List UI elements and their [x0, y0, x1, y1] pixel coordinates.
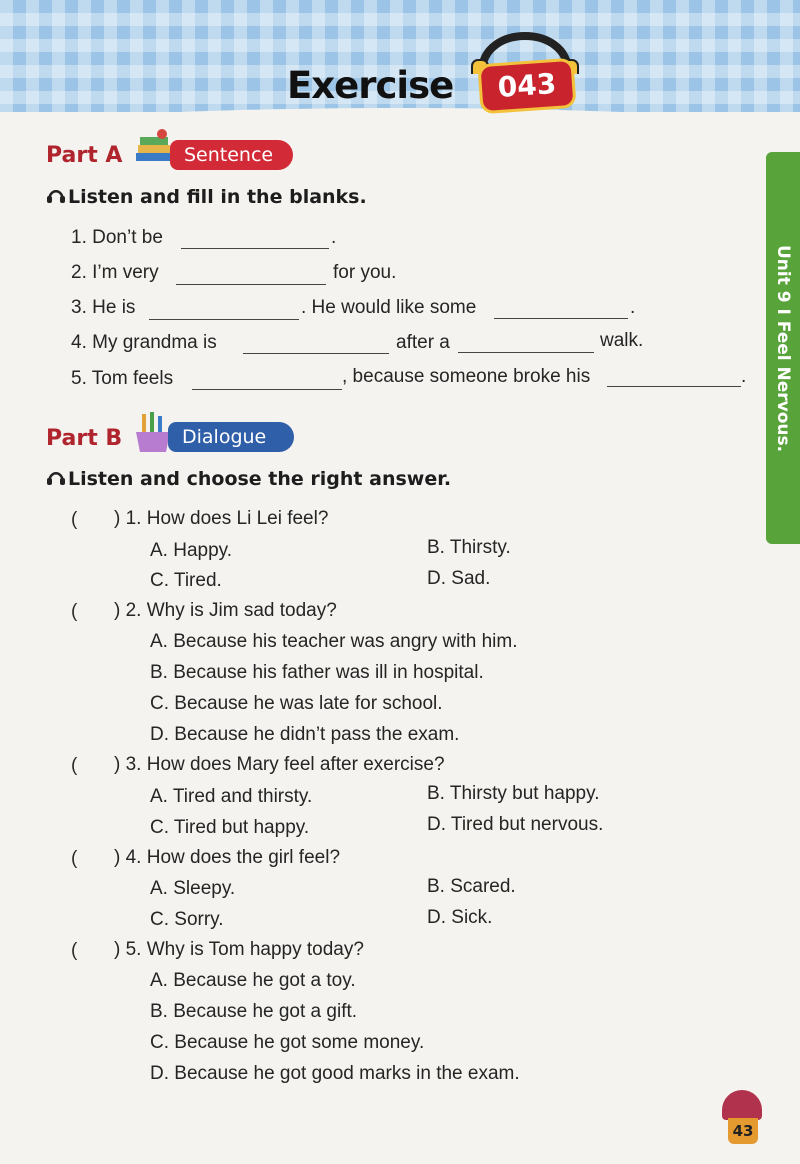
item-text: after a: [396, 332, 450, 353]
part-a-item-5: 5. Tom feels: [71, 368, 174, 389]
answer-paren[interactable]: (: [71, 940, 78, 961]
option[interactable]: C. Because he was late for school.: [150, 693, 443, 714]
option[interactable]: C. Tired but happy.: [150, 817, 310, 838]
blank-field[interactable]: [607, 386, 741, 387]
unit-tab-label: Unit 9 I Feel Nervous.: [773, 245, 793, 453]
instruction-text: Listen and fill in the blanks.: [68, 186, 367, 208]
option[interactable]: B. Because his father was ill in hospital.: [150, 662, 484, 683]
option[interactable]: D. Tired but nervous.: [427, 814, 604, 835]
item-punct: .: [741, 366, 747, 387]
answer-paren[interactable]: (: [71, 848, 78, 869]
part-a-item-3: 3. He is: [71, 297, 136, 318]
question-1: ) 1. How does Li Lei feel?: [114, 508, 329, 529]
option[interactable]: B. Thirsty.: [427, 537, 511, 558]
option[interactable]: D. Sick.: [427, 907, 493, 928]
blank-field[interactable]: [458, 352, 594, 353]
option[interactable]: A. Tired and thirsty.: [150, 786, 313, 807]
instruction-text: Listen and choose the right answer.: [68, 468, 452, 490]
headphones-icon: [46, 467, 68, 490]
question-3: ) 3. How does Mary feel after exercise?: [114, 754, 445, 775]
answer-paren[interactable]: (: [71, 601, 78, 622]
blank-field[interactable]: [494, 318, 628, 319]
option[interactable]: A. Because he got a toy.: [150, 970, 356, 991]
answer-paren[interactable]: (: [71, 755, 78, 776]
option[interactable]: D. Because he got good marks in the exam.: [150, 1063, 520, 1084]
blank-field[interactable]: [192, 389, 342, 390]
part-a-label: Part A: [46, 143, 123, 168]
page-edge: [0, 108, 800, 148]
answer-paren[interactable]: (: [71, 509, 78, 530]
part-a-item-4: 4. My grandma is: [71, 332, 217, 353]
exercise-number: 043: [481, 61, 574, 111]
question-4: ) 4. How does the girl feel?: [114, 847, 341, 868]
option[interactable]: B. Scared.: [427, 876, 516, 897]
option[interactable]: C. Tired.: [150, 570, 222, 591]
part-a-item-2: 2. I’m very: [71, 262, 159, 283]
option[interactable]: A. Sleepy.: [150, 878, 236, 899]
question-2: ) 2. Why is Jim sad today?: [114, 600, 337, 621]
part-a-item-1: 1. Don’t be: [71, 227, 163, 248]
option[interactable]: C. Because he got some money.: [150, 1032, 425, 1053]
option[interactable]: B. Because he got a gift.: [150, 1001, 358, 1022]
item-text: . He would like some: [301, 297, 477, 318]
option[interactable]: D. Sad.: [427, 568, 491, 589]
item-punct: .: [630, 297, 636, 318]
part-b-tag: Dialogue: [168, 422, 294, 452]
blank-field[interactable]: [181, 248, 329, 249]
item-punct: .: [331, 227, 337, 248]
page-number: 43: [728, 1118, 758, 1144]
part-b-label: Part B: [46, 426, 123, 451]
option[interactable]: A. Because his teacher was angry with him.: [150, 631, 518, 652]
item-text: walk.: [600, 330, 644, 351]
option[interactable]: D. Because he didn’t pass the exam.: [150, 724, 460, 745]
question-5: ) 5. Why is Tom happy today?: [114, 939, 364, 960]
part-a-tag: Sentence: [170, 140, 293, 170]
item-text: for you.: [333, 262, 397, 283]
blank-field[interactable]: [243, 353, 389, 354]
headphones-icon: [46, 185, 68, 208]
item-text: , because someone broke his: [342, 366, 591, 387]
option[interactable]: A. Happy.: [150, 540, 233, 561]
exercise-badge: [470, 14, 580, 114]
page-title: Exercise: [287, 64, 454, 107]
cupcake-icon: [722, 1090, 762, 1120]
option[interactable]: B. Thirsty but happy.: [427, 783, 600, 804]
blank-field[interactable]: [176, 284, 326, 285]
part-a-instruction: [46, 185, 367, 208]
blank-field[interactable]: [149, 319, 299, 320]
option[interactable]: C. Sorry.: [150, 909, 224, 930]
part-b-instruction: [46, 467, 451, 490]
